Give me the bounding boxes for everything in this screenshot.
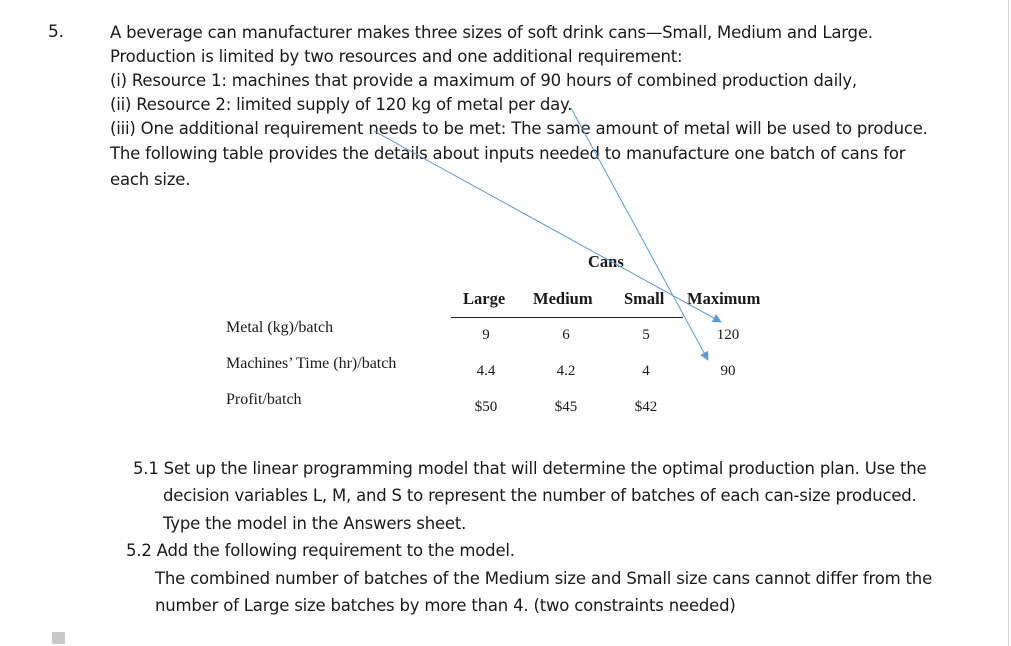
question-paragraph-line: A beverage can manufacturer makes three sizes of soft drink cans—Small, Medium and Large.: [110, 23, 873, 42]
table-cell: $45: [554, 399, 578, 415]
table-group-header: Cans: [588, 252, 624, 271]
subquestion-5-2-line: 5.2 Add the following requirement to the model.: [126, 541, 515, 560]
arrow-machines-to-90: [571, 108, 708, 360]
table-cell: 4.4: [476, 363, 496, 379]
question-paragraph-line: (iii) One additional requirement needs to be met: The same amount of metal will be used to produce.: [110, 119, 928, 138]
subquestion-5-1-line: 5.1 Set up the linear programming model that will determine the optimal production plan. Use the: [133, 459, 927, 478]
row-label-profit: Profit/batch: [226, 391, 302, 408]
column-header-large: Large: [463, 289, 506, 308]
row-label-machine-time: Machines’ Time (hr)/batch: [226, 355, 397, 372]
table-cell: 6: [562, 327, 570, 343]
question-number: 5.: [48, 22, 64, 42]
column-header-small: Small: [624, 289, 665, 308]
question-paragraph-line: each size.: [110, 170, 191, 189]
subquestion-5-1-line: Type the model in the Answers sheet.: [163, 514, 467, 533]
subquestion-5-1-line: decision variables L, M, and S to represent the number of batches of each can-size produced.: [163, 486, 917, 505]
table-cell: 5: [642, 327, 650, 343]
resize-handle-icon: [52, 632, 65, 644]
subquestion-5-2-line: number of Large size batches by more than 4. (two constraints needed): [155, 596, 736, 615]
table-cell: $42: [634, 399, 658, 415]
table-cell: 9: [482, 327, 490, 343]
column-header-medium: Medium: [533, 289, 593, 308]
question-paragraph-line: The following table provides the details about inputs needed to manufacture one batch of cans for: [110, 144, 906, 163]
column-header-maximum: Maximum: [687, 289, 761, 308]
table-cell: 4: [642, 363, 650, 379]
table-cell: 4.2: [556, 363, 576, 379]
arrow-metal-to-120: [374, 131, 721, 322]
row-label-metal: Metal (kg)/batch: [226, 319, 334, 336]
table-cell: $50: [474, 399, 498, 415]
table-cell: 120: [716, 327, 740, 343]
question-paragraph-line: (i) Resource 1: machines that provide a maximum of 90 hours of combined production daily,: [110, 71, 857, 90]
question-paragraph-line: (ii) Resource 2: limited supply of 120 kg of metal per day.: [110, 95, 573, 114]
table-cell: 90: [720, 363, 736, 379]
question-paragraph-line: Production is limited by two resources and one additional requirement:: [110, 47, 683, 66]
subquestion-5-2-line: The combined number of batches of the Medium size and Small size cans cannot differ from the: [155, 569, 933, 588]
